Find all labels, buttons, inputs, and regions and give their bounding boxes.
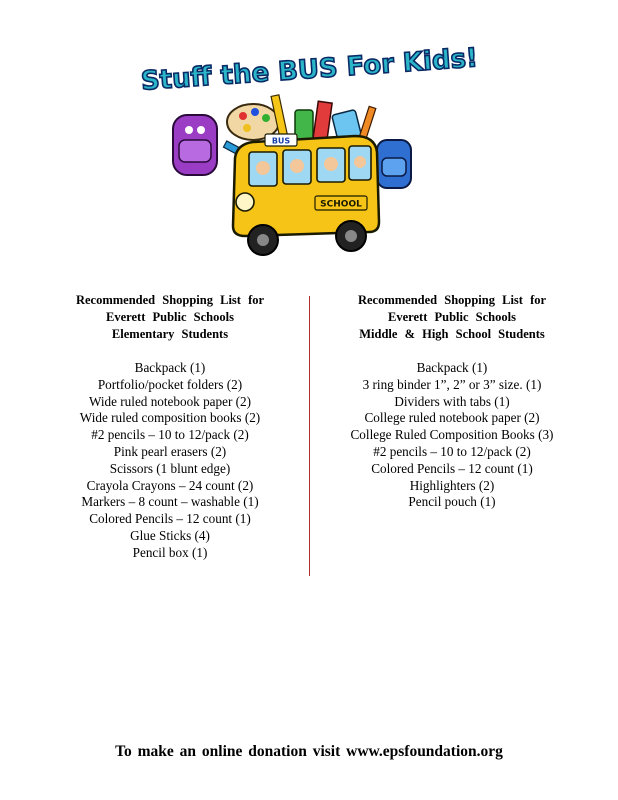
elementary-heading-line3: Elementary Students (111, 327, 229, 341)
list-item: Markers – 8 count – washable (1) (81, 494, 259, 510)
secondary-heading-line2: Everett Public Schools (388, 310, 516, 324)
secondary-heading (317, 292, 587, 343)
list-item: Scissors (1 blunt edge) (109, 460, 231, 476)
elementary-list-column (35, 292, 305, 562)
elementary-heading-line2: Everett Public Schools (106, 310, 234, 324)
list-item: Backpack (1) (134, 360, 206, 375)
secondary-heading-line3: Middle & High School Students (359, 327, 545, 341)
school-bus-icon (233, 134, 379, 255)
list-item: Glue Sticks (4) (130, 527, 210, 543)
elementary-items-list (35, 360, 305, 562)
list-item: Highlighters (2) (409, 477, 495, 493)
list-item: Wide ruled notebook paper (2) (88, 393, 252, 409)
list-item: College ruled notebook paper (2) (364, 410, 540, 426)
list-item: Portfolio/pocket folders (2) (97, 376, 243, 392)
stuff-the-bus-logo (140, 40, 479, 265)
list-item: Backpack (1) (416, 360, 488, 375)
logo-title: Stuff the BUS For Kids! (140, 43, 479, 97)
backpack-left-icon (173, 115, 217, 175)
list-item: Pencil pouch (1) (408, 494, 496, 510)
list-item: #2 pencils – 10 to 12/pack (2) (373, 443, 531, 459)
school-sign-label: SCHOOL (320, 199, 362, 210)
list-item: Dividers with tabs (1) (394, 393, 510, 409)
list-item: College Ruled Composition Books (3) (350, 427, 554, 443)
bus-sign-label: BUS (271, 136, 291, 146)
backpack-right-icon (377, 140, 411, 188)
list-item: #2 pencils – 10 to 12/pack (2) (91, 427, 249, 443)
secondary-heading-line1: Recommended Shopping List for (357, 293, 547, 307)
list-item: 3 ring binder 1”, 2” or 3” size. (1) (362, 376, 542, 392)
elementary-heading-line1: Recommended Shopping List for (75, 293, 265, 307)
list-item: Wide ruled composition books (2) (79, 410, 261, 426)
elementary-heading (35, 292, 305, 343)
list-item: Crayola Crayons – 24 count (2) (86, 477, 254, 493)
list-item: Pencil box (1) (132, 544, 208, 560)
secondary-list-column (317, 292, 587, 511)
secondary-items-list (317, 360, 587, 511)
list-item: Colored Pencils – 12 count (1) (371, 460, 533, 476)
column-divider (309, 296, 310, 576)
list-item: Pink pearl erasers (2) (113, 443, 227, 459)
donation-footer: To make an online donation visit www.epsfoundation.org (115, 743, 503, 760)
list-item: Colored Pencils – 12 count (1) (89, 511, 251, 527)
